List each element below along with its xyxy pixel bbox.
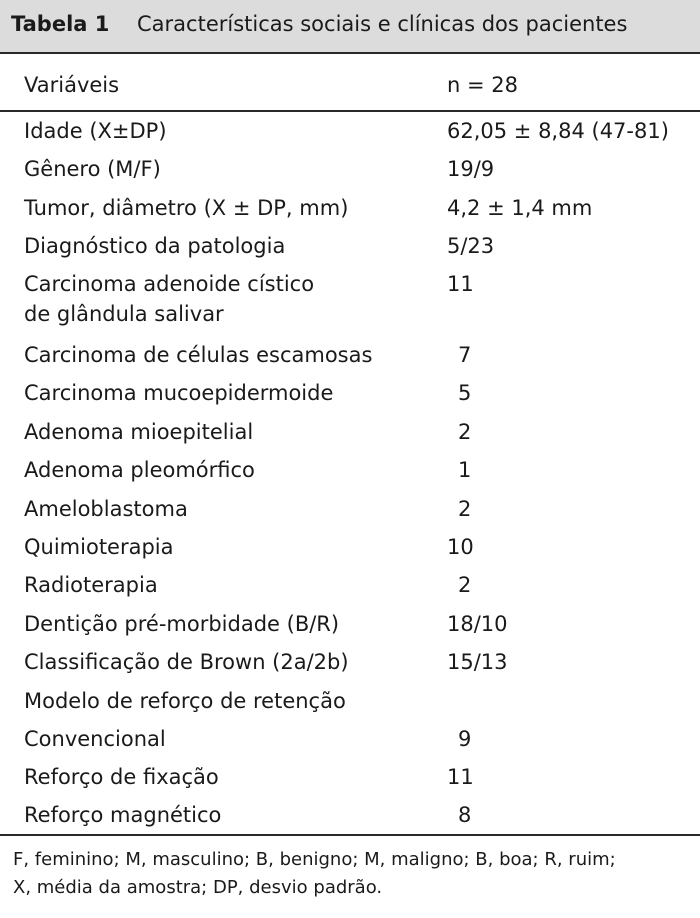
row-value: 5 — [458, 381, 472, 405]
row-variable: Reforço de fixação — [24, 765, 219, 789]
row-variable — [24, 269, 314, 329]
row-variable: Convencional — [24, 727, 166, 751]
row-variable: Carcinoma de células escamosas — [24, 343, 373, 367]
header-value: n = 28 — [447, 73, 518, 97]
row-variable: Classificação de Brown (2a/2b) — [24, 650, 349, 674]
row-value: 11 — [447, 765, 474, 789]
row-variable-line1: Carcinoma adenoide cístico — [24, 272, 315, 296]
row-value: 7 — [458, 343, 472, 367]
row-value: 19/9 — [447, 157, 495, 181]
row-value: 11 — [447, 272, 474, 296]
row-variable: Radioterapia — [24, 573, 158, 597]
row-value: 62,05 ± 8,84 (47-81) — [447, 119, 669, 143]
row-variable: Modelo de reforço de retenção — [24, 689, 346, 713]
header-rule — [0, 110, 700, 112]
footnote-line: X, média da amostra; DP, desvio padrão. — [13, 877, 383, 898]
row-variable: Adenoma mioepitelial — [24, 420, 254, 444]
row-variable: Quimioterapia — [24, 535, 174, 559]
row-value: 2 — [458, 497, 472, 521]
table-caption — [0, 0, 700, 52]
row-variable: Gênero (M/F) — [24, 157, 161, 181]
footnote-line: F, feminino; M, masculino; B, benigno; M, maligno; B, boa; R, ruim; — [13, 849, 616, 870]
row-variable: Idade (X±DP) — [24, 119, 167, 143]
row-value: 2 — [458, 573, 472, 597]
row-variable: Ameloblastoma — [24, 497, 188, 521]
top-rule — [0, 52, 700, 54]
row-value: 18/10 — [447, 612, 508, 636]
row-value: 2 — [458, 420, 472, 444]
row-variable: Carcinoma mucoepidermoide — [24, 381, 334, 405]
table-number: Tabela 1 — [11, 12, 110, 36]
table-title: Características sociais e clínicas dos pacientes — [137, 12, 628, 36]
row-value: 15/13 — [447, 650, 508, 674]
row-value: 5/23 — [447, 234, 495, 258]
row-value: 8 — [458, 803, 472, 827]
row-variable: Adenoma pleomórfico — [24, 458, 255, 482]
table-footnote — [13, 846, 693, 902]
row-variable-line2: de glândula salivar — [24, 302, 224, 326]
row-variable: Reforço magnético — [24, 803, 222, 827]
row-variable: Tumor, diâmetro (X ± DP, mm) — [24, 196, 349, 220]
row-value: 9 — [458, 727, 472, 751]
row-value: 4,2 ± 1,4 mm — [447, 196, 593, 220]
bottom-rule — [0, 834, 700, 836]
row-value: 10 — [447, 535, 474, 559]
header-variable: Variáveis — [24, 73, 120, 97]
row-variable: Diagnóstico da patologia — [24, 234, 286, 258]
row-variable: Dentição pré-morbidade (B/R) — [24, 612, 340, 636]
row-value: 1 — [458, 458, 472, 482]
